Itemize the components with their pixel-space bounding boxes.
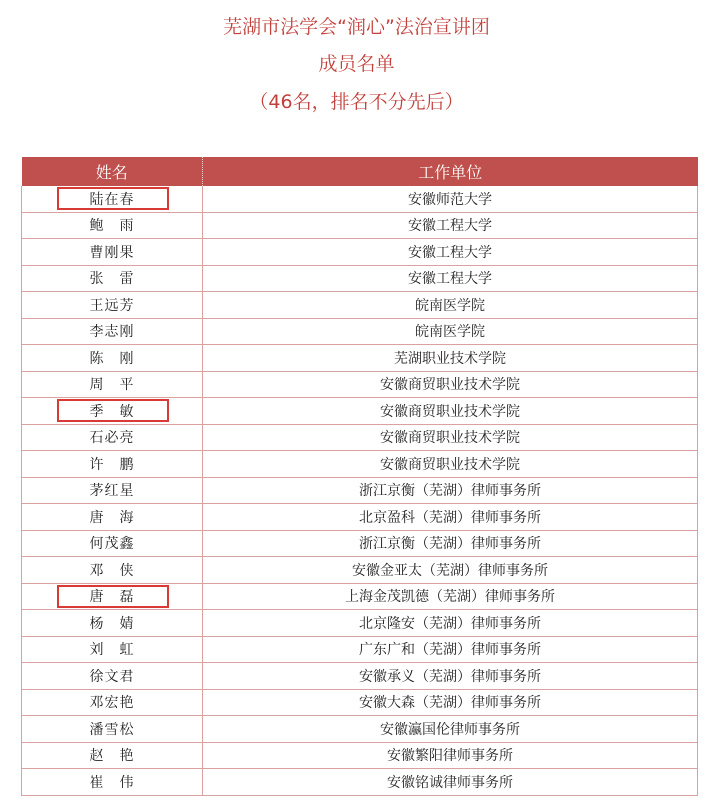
table-row [22,398,698,425]
member-name-cell [22,424,203,451]
member-unit: 安徽工程大学 [203,212,698,239]
member-unit: 芜湖职业技术学院 [203,345,698,372]
member-name-cell [22,292,203,319]
member-name: 周 平 [89,377,135,394]
member-name: 徐文君 [89,668,135,685]
member-name-cell [22,769,203,796]
member-name: 王远芳 [89,297,135,314]
member-name-cell [22,212,203,239]
member-name-cell [22,265,203,292]
member-unit: 安徽瀛国伦律师事务所 [203,716,698,743]
member-name-cell [22,239,203,266]
table-row [22,636,698,663]
member-name: 唐 磊 [89,589,135,606]
member-unit: 安徽商贸职业技术学院 [203,371,698,398]
member-unit: 安徽大森（芜湖）律师事务所 [203,689,698,716]
table-row [22,663,698,690]
member-name-cell [22,530,203,557]
member-name: 何茂鑫 [89,536,135,553]
member-name-cell [22,583,203,610]
document-count-note: （46名，排名不分先后） [249,91,464,113]
table-row [22,345,698,372]
member-unit: 安徽商贸职业技术学院 [203,398,698,425]
member-name-cell [22,451,203,478]
column-header-name: 姓名 [22,157,203,186]
member-name-cell [22,186,203,212]
table-row [22,610,698,637]
member-name: 季 敏 [89,403,135,420]
member-name-cell [22,477,203,504]
member-name-cell [22,689,203,716]
member-unit: 安徽商贸职业技术学院 [203,424,698,451]
member-name: 许 鹏 [89,456,135,473]
member-unit: 北京盈科（芜湖）律师事务所 [203,504,698,531]
member-name-cell [22,398,203,425]
column-header-unit: 工作单位 [203,157,698,186]
table-row [22,583,698,610]
table-row [22,530,698,557]
member-table [21,157,698,796]
member-name: 曹刚果 [89,244,135,261]
member-unit: 安徽商贸职业技术学院 [203,451,698,478]
member-name: 鲍 雨 [89,218,135,235]
member-unit: 安徽承义（芜湖）律师事务所 [203,663,698,690]
member-name-cell [22,610,203,637]
member-name: 邓 侠 [89,562,135,579]
table-row [22,186,698,212]
member-name-cell [22,557,203,584]
table-row [22,504,698,531]
member-name: 茅红星 [89,483,135,500]
member-name-cell [22,636,203,663]
table-row [22,689,698,716]
member-name-cell [22,716,203,743]
member-name: 陈 刚 [89,350,135,367]
table-row [22,318,698,345]
member-name: 崔 伟 [89,774,135,791]
member-name: 邓宏艳 [89,695,135,712]
member-unit: 安徽师范大学 [203,186,698,212]
member-unit: 浙江京衡（芜湖）律师事务所 [203,530,698,557]
table-row [22,769,698,796]
member-name: 潘雪松 [89,721,135,738]
member-name: 赵 艳 [89,748,135,765]
table-row [22,371,698,398]
member-name-cell [22,318,203,345]
member-name-cell [22,345,203,372]
table-row [22,742,698,769]
member-name: 杨 婧 [89,615,135,632]
member-name: 唐 海 [89,509,135,526]
table-row [22,212,698,239]
member-unit: 安徽工程大学 [203,239,698,266]
table-row [22,716,698,743]
member-unit: 浙江京衡（芜湖）律师事务所 [203,477,698,504]
member-name: 张 雷 [89,271,135,288]
table-row [22,424,698,451]
member-name-cell [22,742,203,769]
table-row [22,477,698,504]
member-name-cell [22,663,203,690]
member-name: 石必亮 [89,430,135,447]
table-row [22,451,698,478]
member-name: 李志刚 [89,324,135,341]
table-row [22,557,698,584]
table-row [22,239,698,266]
member-unit: 安徽金亚太（芜湖）律师事务所 [203,557,698,584]
member-unit: 安徽繁阳律师事务所 [203,742,698,769]
document-subtitle: 成员名单 [318,53,395,75]
table-body [22,186,698,795]
table-row [22,292,698,319]
member-name: 陆在春 [89,191,135,208]
member-unit: 安徽工程大学 [203,265,698,292]
member-name: 刘 虹 [89,642,135,659]
table-row [22,265,698,292]
member-unit: 皖南医学院 [203,292,698,319]
document-title: 芜湖市法学会“润心”法治宣讲团 [223,16,490,38]
member-unit: 安徽铭诚律师事务所 [203,769,698,796]
member-unit: 上海金茂凯德（芜湖）律师事务所 [203,583,698,610]
member-unit: 广东广和（芜湖）律师事务所 [203,636,698,663]
member-name-cell [22,504,203,531]
member-unit: 北京隆安（芜湖）律师事务所 [203,610,698,637]
member-unit: 皖南医学院 [203,318,698,345]
member-name-cell [22,371,203,398]
table-header-row [22,157,698,186]
